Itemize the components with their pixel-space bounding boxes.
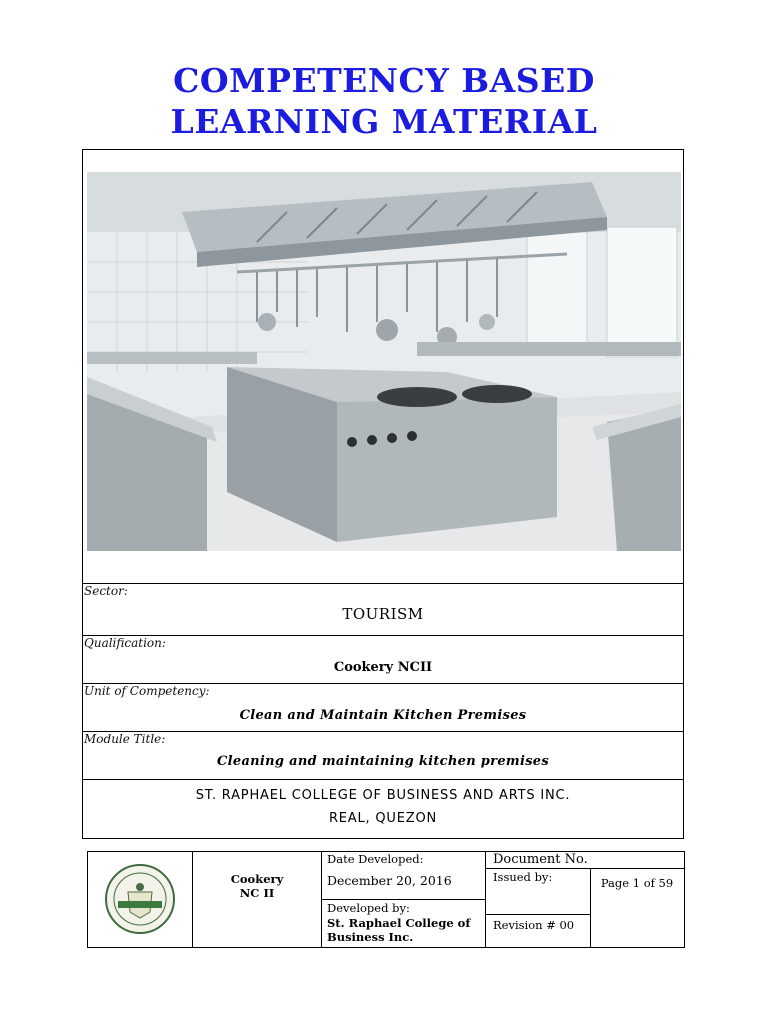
issued-by-label: Issued by: — [493, 870, 553, 884]
qualification-label: Qualification: — [84, 636, 166, 650]
module-title-value: Cleaning and maintaining kitchen premises — [217, 754, 549, 769]
school-name: ST. RAPHAEL COLLEGE OF BUSINESS AND ARTS INC. — [195, 788, 571, 803]
module-title-label: Module Title: — [84, 732, 166, 746]
commercial-kitchen-photo — [87, 172, 681, 551]
page-number: Page 1 of 59 — [600, 876, 674, 890]
title-line-1: COMPETENCY BASED — [173, 61, 595, 100]
course-line-1: Cookery — [230, 872, 284, 886]
cover-box — [82, 149, 684, 839]
sector-value: TOURISM — [342, 605, 424, 623]
document-title — [0, 60, 768, 142]
revision-number: Revision # 00 — [493, 918, 575, 932]
date-developed-label: Date Developed: — [327, 852, 424, 866]
sector-row — [83, 583, 683, 635]
developed-by-line-2: Business Inc. — [327, 930, 414, 944]
qualification-row — [83, 635, 683, 683]
course-line-2: NC II — [239, 886, 275, 900]
document-control-table — [87, 851, 685, 948]
qualification-value: Cookery NCII — [333, 660, 433, 675]
school-seal-logo — [88, 852, 192, 947]
module-title-row — [83, 731, 683, 779]
developed-by-line-1: St. Raphael College of — [327, 916, 471, 930]
sector-label: Sector: — [84, 584, 128, 598]
title-line-2: LEARNING MATERIAL — [170, 102, 598, 141]
unit-of-competency-row — [83, 683, 683, 731]
document-number-label: Document No. — [493, 852, 588, 867]
school-row — [83, 779, 683, 839]
unit-of-competency-value: Clean and Maintain Kitchen Premises — [239, 708, 527, 723]
unit-of-competency-label: Unit of Competency: — [84, 684, 210, 698]
date-developed-value: December 20, 2016 — [327, 873, 452, 888]
school-location: REAL, QUEZON — [328, 811, 438, 826]
developed-by-label: Developed by: — [327, 901, 410, 915]
course-name — [192, 872, 322, 900]
